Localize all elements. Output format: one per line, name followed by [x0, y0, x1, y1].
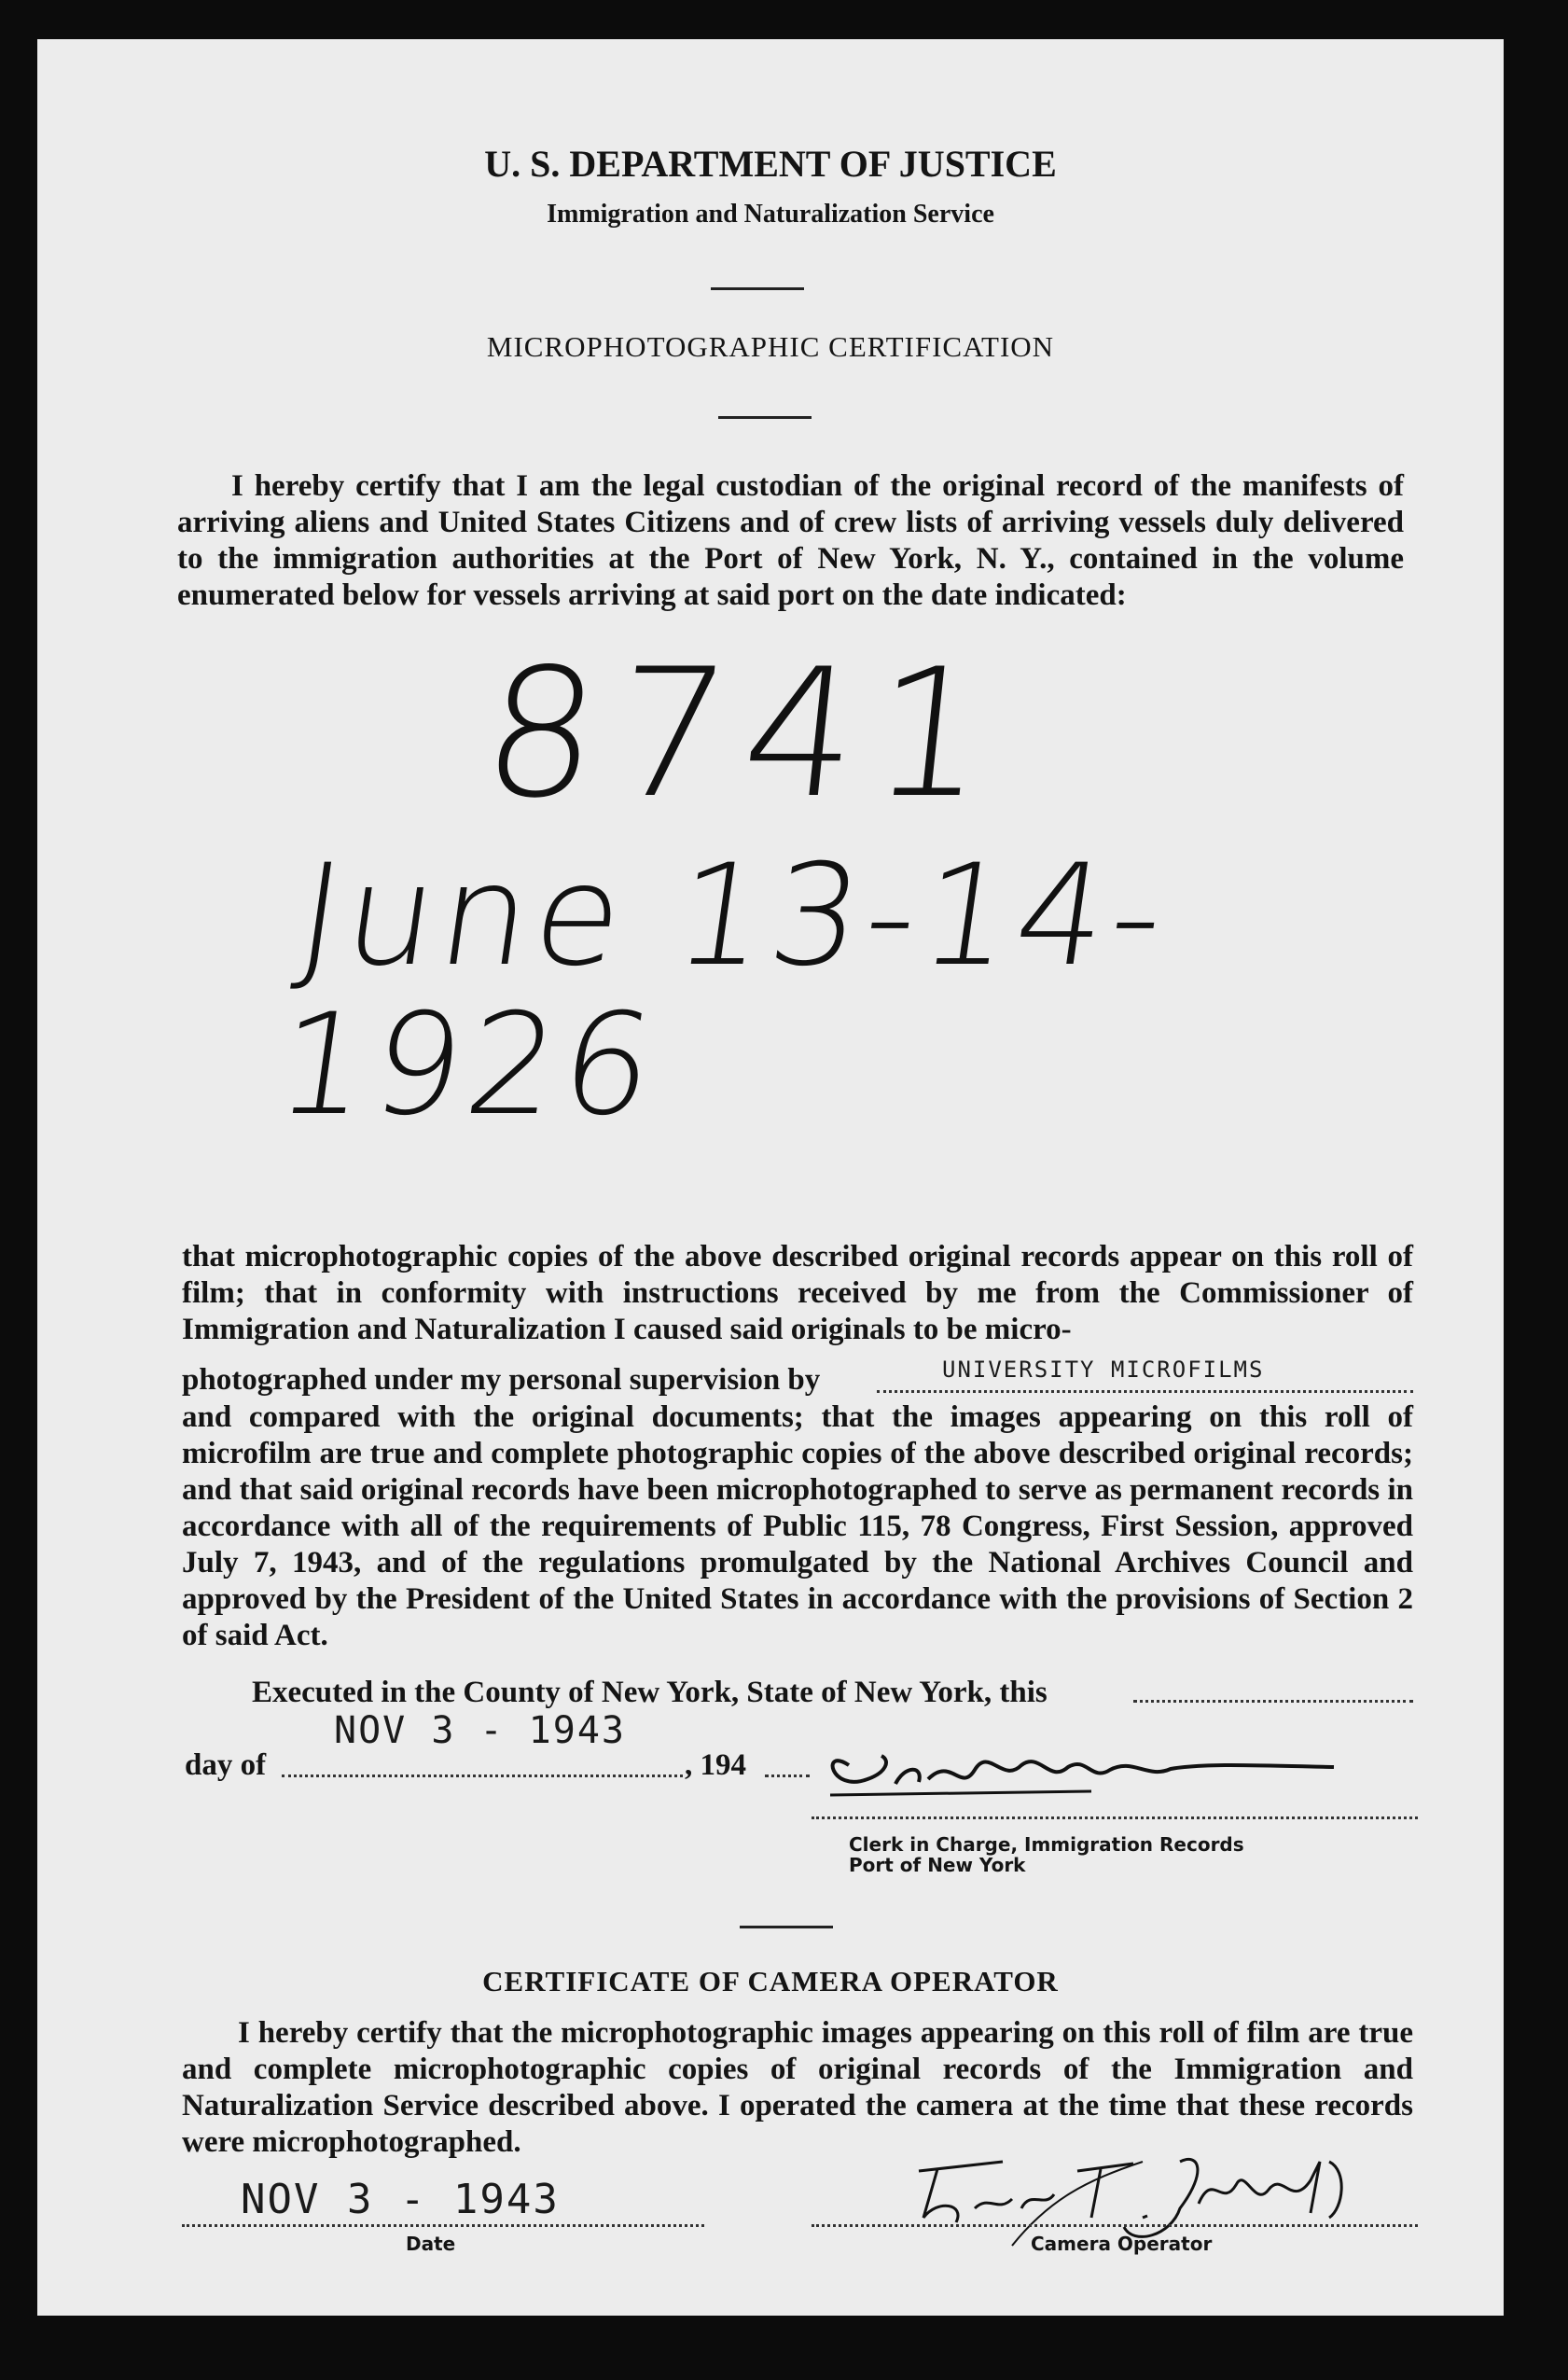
certification-intro: I hereby certify that I am the legal custodian of the original record of the manifests of arriving aliens and United States Citizens and of crew lists of arriving vessels duly delivered to the immigration authorities at the Port of New York, N. Y., contained in the volume enumerated below for vessels arriving at said port on the date indicated:	[177, 469, 1404, 612]
volume-dates: June 13-14-1926	[267, 835, 1179, 1147]
certificate-page	[37, 39, 1504, 2316]
camera-operator-title: CERTIFICATE OF CAMERA OPERATOR	[482, 1965, 1059, 1997]
camera-date-stamp: NOV 3 - 1943	[241, 2176, 560, 2223]
certification-body-continued: and compared with the original documents; that the images appearing on this roll of microfilm are true and complete photographic copies of the above described original records; and that said original records have been microphotographed to serve as permanent records in accordance with all of the requirements of Public 115, 78 Congress, First Session, approved July 7, 1943, and of the regulations promulgated by the National Archives Council and approved by the President of the United States in accordance with the provisions of Section 2 of said Act.	[182, 1400, 1413, 1652]
operator-signature-line	[812, 2224, 1418, 2227]
divider	[711, 287, 804, 290]
clerk-signature	[812, 1728, 1353, 1802]
day-of-label: day of	[185, 1748, 267, 1782]
clerk-port: Port of New York	[849, 1854, 1026, 1876]
certification-body: that microphotographic copies of the above described original records appear on this roll of film; that in conformity with instructions received by me from the Commissioner of Immigration and Naturalization I caused said originals to be micro-	[182, 1240, 1413, 1346]
year-dotted-line	[765, 1775, 810, 1777]
divider	[718, 416, 812, 419]
clerk-title: Clerk in Charge, Immigration Records	[849, 1833, 1244, 1856]
service-subheading: Immigration and Naturalization Service	[547, 200, 994, 229]
camera-date-label: Date	[406, 2233, 456, 2255]
executed-line: Executed in the County of New York, State of New York, this	[252, 1676, 1048, 1709]
day-dotted-line	[282, 1775, 683, 1777]
department-heading: U. S. DEPARTMENT OF JUSTICE	[484, 143, 1057, 185]
camera-date-line	[182, 2224, 704, 2227]
year-prefix: , 194	[685, 1748, 746, 1782]
divider	[740, 1926, 833, 1928]
executed-dotted-line	[1133, 1700, 1413, 1703]
photographer-stamp: UNIVERSITY MICROFILMS	[942, 1357, 1265, 1383]
executed-date-stamp: NOV 3 - 1943	[334, 1709, 626, 1752]
supervisor-dotted-line	[877, 1390, 1413, 1393]
camera-operator-text: I hereby certify that the microphotographic images appearing on this roll of film are true and complete microphotographic copies of original records of the Immigration and Naturalization Service described above. I operated the camera at the time that these records were microphotographed.	[182, 2016, 1413, 2159]
camera-operator-label: Camera Operator	[1031, 2233, 1213, 2255]
clerk-signature-line	[812, 1816, 1418, 1819]
certification-title: MICROPHOTOGRAPHIC CERTIFICATION	[486, 330, 1055, 363]
supervision-line: photographed under my personal supervision by	[182, 1363, 821, 1397]
volume-number: 8741	[474, 631, 1015, 837]
